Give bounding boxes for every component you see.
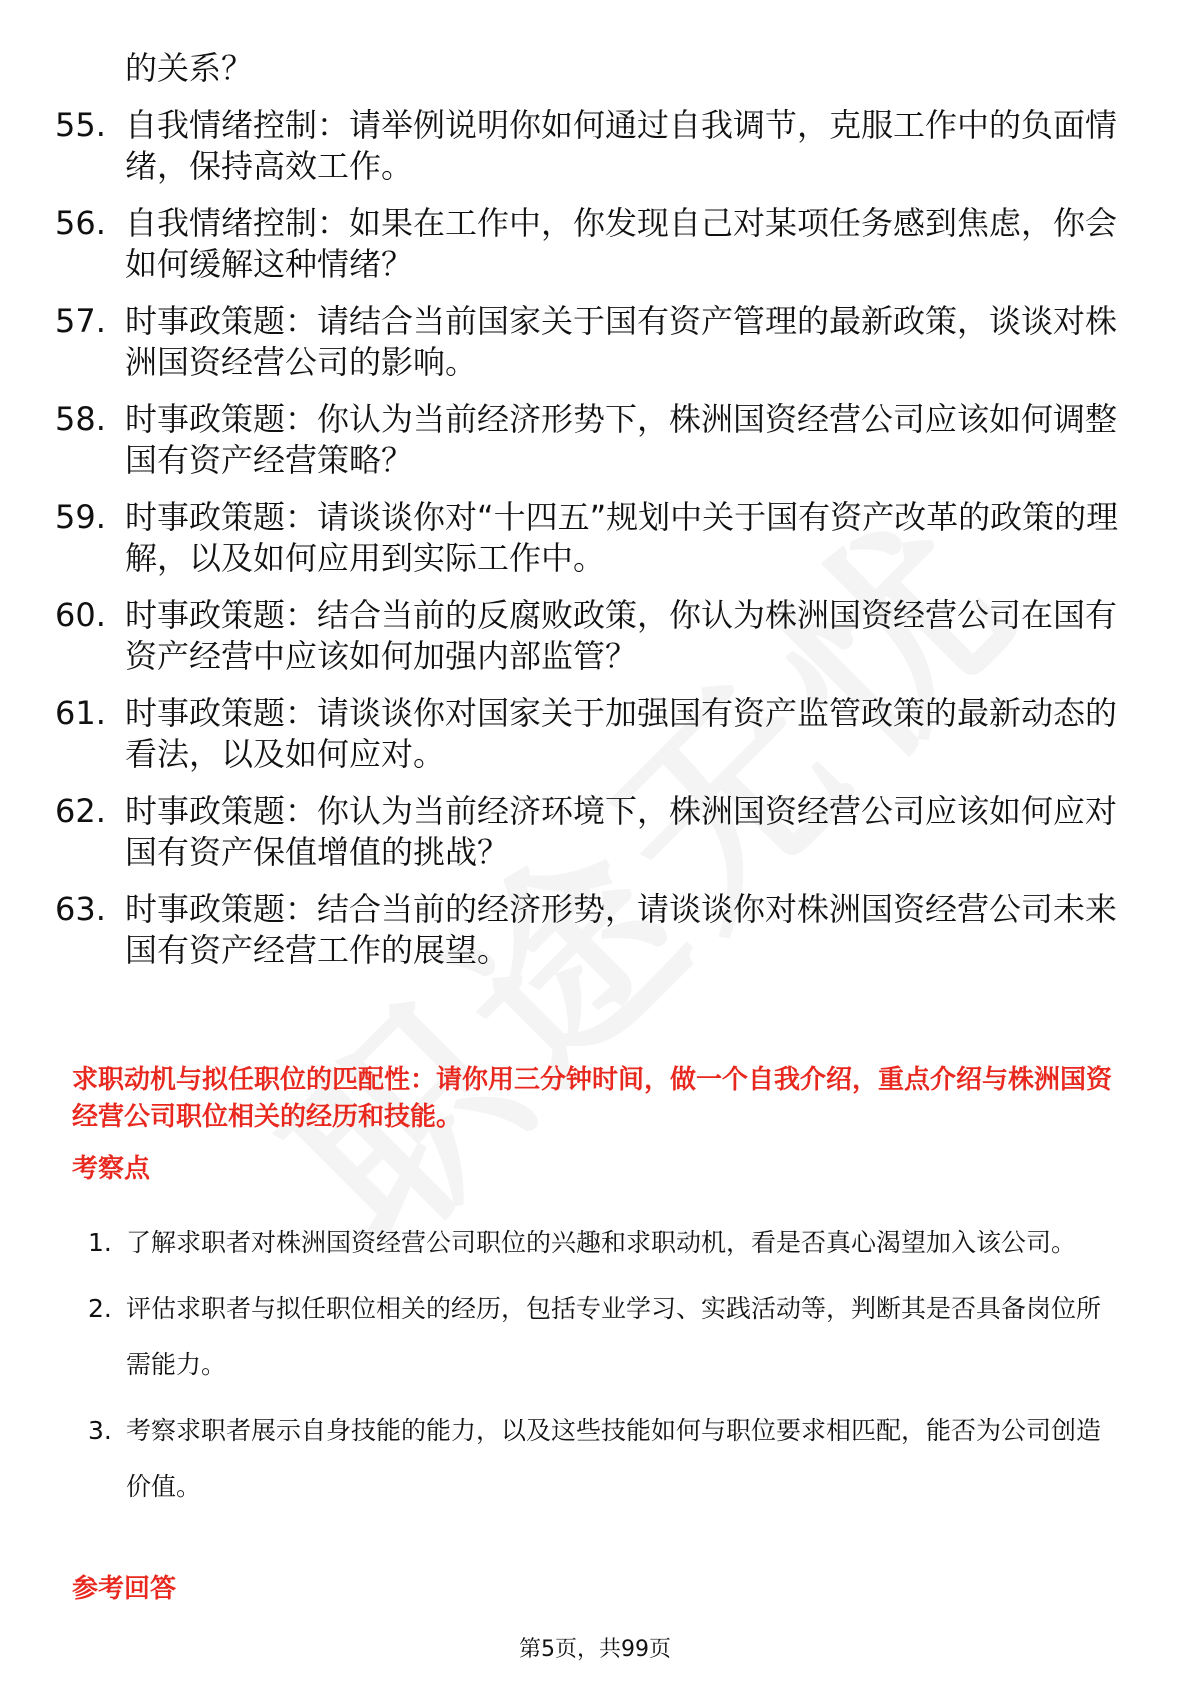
question-number: 60. xyxy=(55,596,106,634)
question-text: 自我情绪控制：如果在工作中，你发现自己对某项任务感到焦虑，你会如何缓解这种情绪？ xyxy=(125,204,1118,283)
question-number: 61. xyxy=(55,694,106,732)
point-number: 3. xyxy=(88,1416,112,1445)
page-footer: 第5页，共99页 xyxy=(519,1637,671,1662)
question-item xyxy=(55,693,1125,775)
point-text: 评估求职者与拟任职位相关的经历，包括专业学习、实践活动等，判断其是否具备岗位所需能力。 xyxy=(126,1294,1102,1379)
point-item xyxy=(80,1281,1120,1393)
question-text: 时事政策题：你认为当前经济形势下，株洲国资经营公司应该如何调整国有资产经营策略？ xyxy=(125,400,1118,479)
question-number: 56. xyxy=(55,204,106,242)
question-number: 57. xyxy=(55,302,106,340)
question-item xyxy=(55,791,1125,873)
question-item xyxy=(55,105,1125,187)
question-text: 时事政策题：请谈谈你对国家关于加强国有资产监管政策的最新动态的看法，以及如何应对。 xyxy=(125,694,1118,773)
point-number: 1. xyxy=(88,1228,112,1257)
question-number: 63. xyxy=(55,890,106,928)
question-text: 时事政策题：你认为当前经济环境下，株洲国资经营公司应该如何应对国有资产保值增值的挑战？ xyxy=(125,792,1118,871)
question-text: 时事政策题：结合当前的反腐败政策，你认为株洲国资经营公司在国有资产经营中应该如何加强内部监管？ xyxy=(125,596,1118,675)
question-item xyxy=(55,399,1125,481)
question-text: 时事政策题：请谈谈你对“十四五”规划中关于国有资产改革的政策的理解，以及如何应用到实际工作中。 xyxy=(125,498,1119,577)
question-item xyxy=(55,497,1125,579)
question-text: 自我情绪控制：请举例说明你如何通过自我调节，克服工作中的负面情绪，保持高效工作。 xyxy=(125,106,1118,185)
section-question: 求职动机与拟任职位的匹配性：请你用三分钟时间，做一个自我介绍，重点介绍与株洲国资经营公司职位相关的经历和技能。 xyxy=(72,1065,1113,1132)
question-item xyxy=(55,301,1125,383)
question-number: 58. xyxy=(55,400,106,438)
point-text: 考察求职者展示自身技能的能力，以及这些技能如何与职位要求相匹配，能否为公司创造价值。 xyxy=(126,1416,1102,1501)
question-number: 55. xyxy=(55,106,106,144)
question-number: 59. xyxy=(55,498,106,536)
points-list xyxy=(80,1215,1120,1515)
answer-heading: 参考回答 xyxy=(72,1574,177,1604)
point-text: 了解求职者对株洲国资经营公司职位的兴趣和求职动机，看是否真心渴望加入该公司。 xyxy=(126,1228,1077,1257)
question-number: 62. xyxy=(55,792,106,830)
question-text: 时事政策题：请结合当前国家关于国有资产管理的最新政策，谈谈对株洲国资经营公司的影响。 xyxy=(125,302,1118,381)
question-item xyxy=(55,889,1125,971)
point-item xyxy=(80,1403,1120,1515)
continuation-text: 的关系？ xyxy=(125,49,254,87)
question-item xyxy=(55,203,1125,285)
point-number: 2. xyxy=(88,1294,112,1323)
question-item xyxy=(55,595,1125,677)
question-list xyxy=(55,48,1125,987)
point-item xyxy=(80,1215,1120,1271)
question-text: 时事政策题：结合当前的经济形势，请谈谈你对株洲国资经营公司未来国有资产经营工作的展望。 xyxy=(125,890,1118,969)
points-heading: 考察点 xyxy=(72,1154,151,1184)
